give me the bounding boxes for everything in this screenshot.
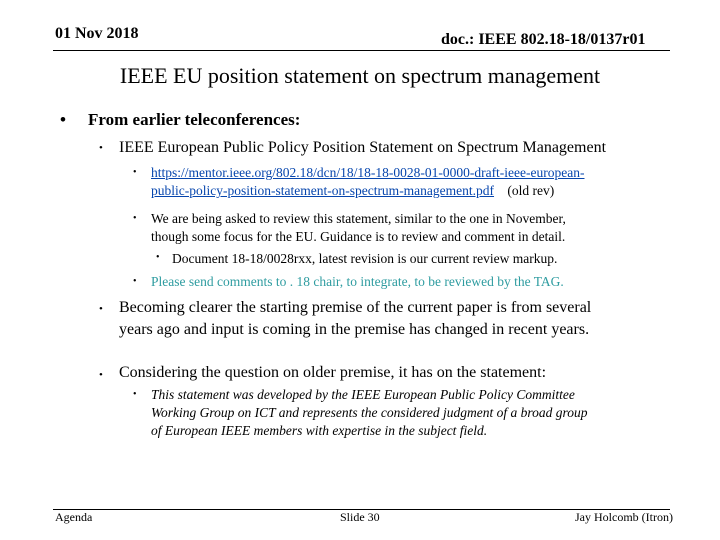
- header-doc-id: doc.: IEEE 802.18-18/0137r01: [441, 31, 646, 48]
- quote-line-2: Working Group on ICT and represents the considered judgment of a broad group: [151, 405, 588, 420]
- mentor-link-line-1[interactable]: [151, 164, 585, 182]
- header-date: 01 Nov 2018: [55, 25, 139, 42]
- bullet-marker: •: [99, 369, 103, 381]
- mentor-link-line-2: [151, 182, 554, 200]
- send-comments-note: Please send comments to . 18 chair, to integrate, to be reviewed by the TAG.: [151, 274, 564, 289]
- header-divider: [53, 50, 670, 51]
- bullet-marker: •: [133, 213, 137, 224]
- sub-bullet-older-premise: Considering the question on older premise, it has on the statement:: [119, 364, 547, 381]
- document-note: Document 18-18/0028rxx, latest revision is our current review markup.: [172, 251, 558, 266]
- footer-author: Jay Holcomb (Itron): [575, 510, 673, 524]
- quote-line-3: of European IEEE members with expertise in the subject field.: [151, 423, 488, 438]
- link-suffix: (old rev): [507, 183, 555, 198]
- mentor-link[interactable]: https://mentor.ieee.org/802.18/dcn/18/18-18-0028-01-0000-draft-ieee-european-: [151, 165, 585, 180]
- quote-line-1: This statement was developed by the IEEE European Public Policy Committee: [151, 387, 575, 402]
- review-statement-line-2: though some focus for the EU. Guidance is to review and comment in detail.: [151, 229, 566, 244]
- bullet-marker: •: [133, 276, 137, 287]
- footer-slide-number: Slide 30: [340, 510, 380, 524]
- slide-title: IEEE EU position statement on spectrum management: [119, 63, 601, 88]
- mentor-link-continued[interactable]: public-policy-position-statement-on-spectrum-management.pdf: [151, 183, 495, 198]
- bullet-earlier-teleconferences: [60, 110, 301, 130]
- sub-bullet-position-statement: IEEE European Public Policy Position Statement on Spectrum Management: [119, 139, 607, 156]
- bullet-marker: •: [99, 142, 103, 154]
- sub-bullet-premise-line-1: Becoming clearer the starting premise of the current paper is from several: [119, 299, 592, 316]
- bullet-marker: •: [156, 252, 160, 263]
- bullet-marker: •: [60, 110, 66, 129]
- sub-bullet-premise-line-2: years ago and input is coming in the premise has changed in recent years.: [119, 321, 590, 338]
- bullet-marker: •: [133, 167, 137, 178]
- footer-left: Agenda: [55, 510, 93, 524]
- bullet-text: From earlier teleconferences:: [88, 110, 301, 129]
- bullet-marker: •: [99, 303, 103, 315]
- review-statement-line-1: We are being asked to review this statement, similar to the one in November,: [151, 211, 566, 226]
- bullet-marker: •: [133, 389, 137, 400]
